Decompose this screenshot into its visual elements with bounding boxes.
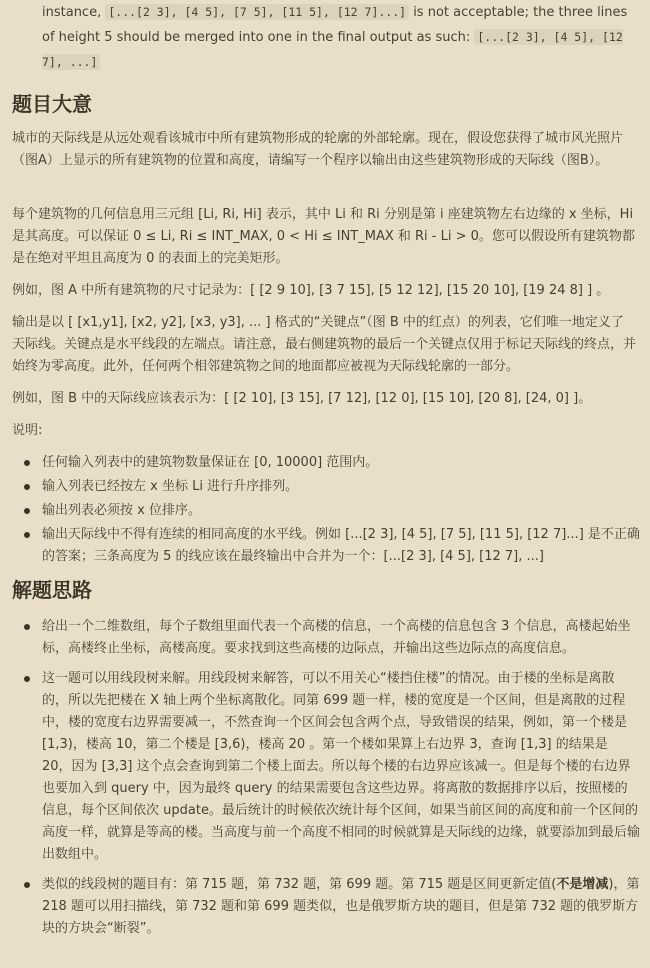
list-item: 给出一个二维数组，每个子数组里面代表一个高楼的信息，一个高楼的信息包含 3 个信息，高楼起始坐标，高楼终止坐标，高楼高度。要求找到这些高楼的边际点，并输出这些边际点的高度信息。 — [22, 616, 640, 660]
list-item: 任何输入列表中的建筑物数量保证在 [0, 10000] 范围内。 — [22, 452, 640, 474]
list-item: 输入列表已经按左 x 坐标 Li 进行升序排列。 — [22, 476, 640, 498]
inline-code-correct: [...[2 3], [4 5], [12 7], ...] — [42, 30, 623, 69]
section-heading-problem: 题目大意 — [12, 92, 92, 116]
notes-label: 说明: — [12, 423, 43, 438]
continued-text-1: instance, — [42, 5, 106, 20]
paragraph-intro: 城市的天际线是从远处观看该城市中所有建筑物形成的轮廓的外部轮廓。现在，假设您获得了城市风光照片（图A）上显示的所有建筑物的位置和高度，请编写一个程序以输出由这些建筑物形成的天际线（图B）。 — [12, 131, 624, 168]
inline-code-incorrect: [...[2 3], [4 5], [7 5], [11 5], [12 7]...] — [105, 4, 409, 20]
continued-text-2: is not acceptable; the three lines of height 5 should be merged into one in the final output as such: — [42, 5, 628, 45]
paragraph-building-info: 每个建筑物的几何信息用三元组 [Li, Ri, Hi] 表示，其中 Li 和 Ri 分别是第 i 座建筑物左右边缘的 x 坐标，Hi 是其高度。可以保证 0 ≤ Li, Ri ≤ INT_MAX, 0 < Hi ≤ INT_MAX 和 Ri - Li > 0。您可以假设所有建筑物都是在绝对平坦且高度为 0 的表面上的完美矩形。 — [12, 207, 635, 266]
list-item — [22, 874, 640, 940]
bullet-text-a: 类似的线段树的题目有：第 715 题，第 732 题，第 699 题。第 715 题是区间更新定值( — [42, 877, 557, 892]
list-item: 输出天际线中不得有连续的相同高度的水平线。例如 [...[2 3], [4 5], [7 5], [11 5], [12 7]...] 是不正确的答案；三条高度为 5 的线应该在最终输出中合并为一个：[...[2 3], [4 5], [12 7], ...] — [22, 524, 640, 568]
paragraph-output-format: 输出是以 [ [x1,y1], [x2, y2], [x3, y3], ... ] 格式的“关键点”（图 B 中的红点）的列表，它们唯一地定义了天际线。关键点是水平线段的左端点。请注意，最右侧建筑物的最后一个关键点仅用于标记天际线的终点，并始终为零高度。此外，任何两个相邻建筑物之间的地面都应被视为天际线轮廓的一部分。 — [12, 315, 637, 374]
continued-english-text — [42, 0, 642, 75]
section-heading-solution: 解题思路 — [12, 578, 92, 602]
paragraph-example-input: 例如，图 A 中所有建筑物的尺寸记录为：[ [2 9 10], [3 7 15], [5 12 12], [15 20 10], [19 24 8] ] 。 — [12, 283, 610, 298]
paragraph-example-output: 例如，图 B 中的天际线应该表示为：[ [2 10], [3 15], [7 12], [12 0], [15 10], [20 8], [24, 0] ]。 — [12, 391, 592, 406]
list-item: 这一题可以用线段树来解。用线段树来解答，可以不用关心“楼挡住楼”的情况。由于楼的坐标是离散的，所以先把楼在 X 轴上两个坐标离散化。同第 699 题一样，楼的宽度是一个区间，但是离散的过程中，楼的宽度右边界需要减一，不然查询一个区间会包含两个点，导致错误的结果，例如，第一个楼是 [1,3)，楼高 10，第二个楼是 [3,6)，楼高 20 。第一个楼如果算上右边界 3，查询 [1,3] 的结果是 20，因为 [3,3] 这个点会查询到第二个楼上面去。所以每个楼的右边界应该减一。但是每个楼的右边界也要加入到 query 中，因为最终 query 的结果需要包含这些边界。将离散的数据排序以后，按照楼的信息，每个区间依次 update。最后统计的时候依次统计每个区间，如果当前区间的高度和前一个区间的高度一样，就算是等高的楼。当高度与前一个高度不相同的时候就算是天际线的边缘，就要添加到最后输出数组中。 — [22, 668, 640, 866]
solution-list — [22, 616, 640, 940]
list-item: 输出列表必须按 x 位排序。 — [22, 500, 640, 522]
notes-list — [22, 452, 640, 568]
bullet-text-c: )，第 218 题可以用扫描线，第 732 题和第 699 题类似，也是俄罗斯方块的题目，但是第 732 题的俄罗斯方块的方块会“断裂”。 — [42, 877, 640, 936]
bold-text: 不是增减 — [556, 877, 609, 892]
